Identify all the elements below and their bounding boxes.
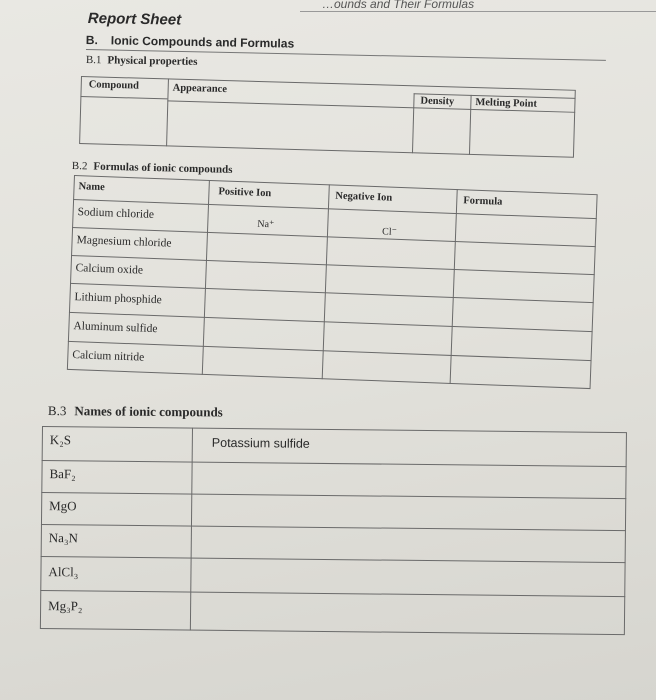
formula-cell: Mg₃P₂ xyxy=(48,598,83,614)
formula-cell: AlCl₃ xyxy=(48,564,79,580)
col-appearance: Appearance xyxy=(172,82,228,96)
formula-cell: K₂S xyxy=(49,432,72,448)
b1-heading xyxy=(86,54,198,68)
col-name: Name xyxy=(78,181,106,194)
header-rule xyxy=(300,11,656,12)
b2-number: B.2 xyxy=(71,160,88,173)
section-b-heading xyxy=(86,33,295,51)
section-b-number: B. xyxy=(85,33,98,48)
physical-properties-table xyxy=(79,76,576,160)
formulas-table xyxy=(67,175,598,389)
table-frame xyxy=(79,76,576,158)
formula-cell: Na₃N xyxy=(48,530,79,546)
formula-cell: MgO xyxy=(49,498,77,514)
running-title: …ounds and Their Formulas xyxy=(322,0,475,11)
negative-ion-value: Cl⁻ xyxy=(381,226,398,238)
col-negative-ion: Negative Ion xyxy=(335,190,393,204)
b1-title: Physical properties xyxy=(107,54,198,68)
table-row-name: Calcium nitride xyxy=(72,349,145,364)
col-density: Density xyxy=(420,95,455,108)
table-row-name: Lithium phosphide xyxy=(74,291,162,307)
b3-title: Names of ionic compounds xyxy=(74,403,223,420)
name-answer[interactable]: Potassium sulfide xyxy=(211,435,310,451)
b1-number: B.1 xyxy=(85,54,102,67)
table-row-name: Sodium chloride xyxy=(77,206,155,221)
section-b-title: Ionic Compounds and Formulas xyxy=(110,33,295,51)
table-frame xyxy=(40,426,627,635)
names-table xyxy=(40,426,627,637)
col-compound: Compound xyxy=(88,79,140,92)
b2-title: Formulas of ionic compounds xyxy=(93,160,233,176)
positive-ion-value: Na⁺ xyxy=(257,218,275,231)
b2-heading xyxy=(72,160,233,176)
report-title: Report Sheet xyxy=(87,10,182,29)
table-row-name: Calcium oxide xyxy=(75,262,144,277)
col-formula: Formula xyxy=(463,195,503,208)
b3-heading xyxy=(48,403,223,421)
table-row-name: Aluminum sulfide xyxy=(73,320,158,336)
col-positive-ion: Positive Ion xyxy=(218,186,272,200)
col-melting-point: Melting Point xyxy=(475,97,538,110)
formula-cell: BaF₂ xyxy=(49,466,76,482)
table-row-name: Magnesium chloride xyxy=(76,234,172,250)
b3-number: B.3 xyxy=(47,403,67,419)
